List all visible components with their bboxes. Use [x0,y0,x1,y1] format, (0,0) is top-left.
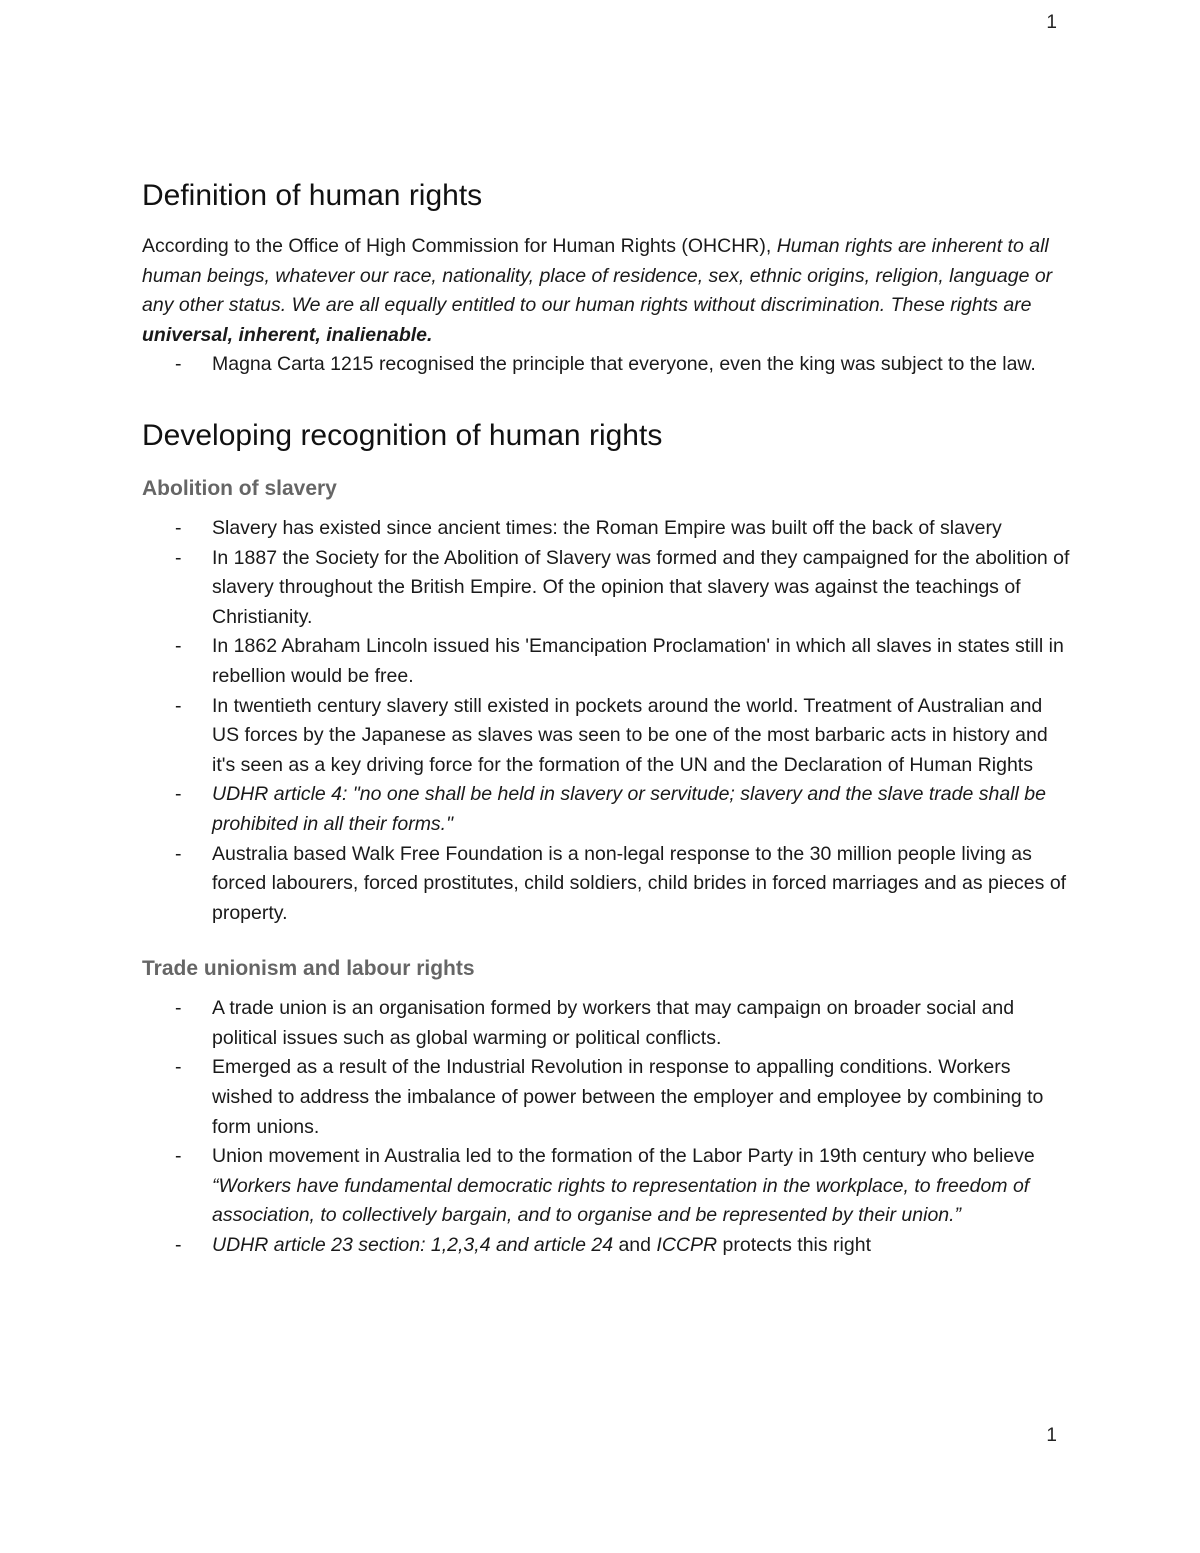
list-item-text-udhr: UDHR article 23 section: 1,2,3,4 and article 24 [212,1234,614,1257]
list-item-text: In twentieth century slavery still existed in pockets around the world. Treatment of Australian and US forces by the Japanese as slaves was seen to be one of the most barbaric acts in history and it's seen as a key driving force for the formation of the UN and the Declaration of Human Rights [212,694,1048,776]
list-item [142,994,1072,1053]
list-item [142,1053,1072,1142]
unions-list [142,994,1072,1260]
definition-intro-italic: Human rights are inherent to all human beings, whatever our race, nationality, place of residence, sex, ethnic origins, religion, language or any other status. We are all equally entitled to our human rights without discrimination. These rights are [142,235,1053,317]
list-item-text-plain: protects this right [717,1234,871,1257]
list-item-text: In 1862 Abraham Lincoln issued his 'Emancipation Proclamation' in which all slaves in states still in rebellion would be free. [212,635,1064,687]
list-item [142,350,1072,380]
slavery-list [142,514,1072,928]
definition-intro-plain: According to the Office of High Commission for Human Rights (OHCHR), [142,235,777,257]
list-item-text-iccpr: ICCPR [656,1234,718,1257]
bullet-dash: - [175,1234,182,1257]
subheading-unions: Trade unionism and labour rights [142,957,475,981]
bullet-dash: - [175,353,182,376]
bullet-dash: - [175,546,182,569]
bullet-dash: - [175,516,182,539]
page-number-bottom: 1 [1046,1425,1057,1446]
subheading-slavery: Abolition of slavery [142,476,337,500]
list-item-text: Slavery has existed since ancient times: the Roman Empire was built off the back of slavery [212,516,1002,539]
list-item [142,514,1072,544]
page-number-top: 1 [1046,12,1057,33]
list-item-text: Emerged as a result of the Industrial Revolution in response to appalling conditions. Workers wished to address the imbalance of power between the employer and employee by combining to form unions. [212,1056,1044,1138]
bullet-dash: - [175,783,182,806]
list-item [142,544,1072,633]
list-item-text-and: and [613,1234,657,1257]
bullet-dash: - [175,1056,182,1079]
list-item [142,1231,1072,1261]
bullet-dash: - [175,694,182,717]
list-item [142,780,1072,839]
document-body [142,176,1072,1261]
list-item [142,840,1072,929]
definition-intro-bold: universal, inherent, inalienable. [142,323,433,346]
list-item-text: A trade union is an organisation formed by workers that may campaign on broader social and political issues such as global warming or political conflicts. [212,997,1015,1049]
bullet-dash: - [175,997,182,1020]
bullet-dash: - [175,635,182,658]
list-item-text: Magna Carta 1215 recognised the principle that everyone, even the king was subject to the law. [212,353,1036,376]
list-item-text: In 1887 the Society for the Abolition of Slavery was formed and they campaigned for the abolition of slavery throughout the British Empire. Of the opinion that slavery was against the teachings of Christianity. [212,546,1070,628]
list-item-text: UDHR article 4: "no one shall be held in slavery or servitude; slavery and the slave trade shall be prohibited in all their forms." [212,783,1046,835]
bullet-dash: - [175,1145,182,1168]
list-item [142,1142,1072,1231]
list-item-text-quote: “Workers have fundamental democratic rights to representation in the workplace, to freedom of association, to collectively bargain, and to organise and be represented by their union.” [212,1174,1030,1227]
list-item-text: Australia based Walk Free Foundation is a non-legal response to the 30 million people living as forced labourers, forced prostitutes, child soldiers, child brides in forced marriages and as pieces of property. [212,842,1067,924]
list-item [142,632,1072,691]
list-item [142,692,1072,781]
definition-list [142,350,1072,380]
list-item-text-plain: Union movement in Australia led to the formation of the Labor Party in 19th century who believe [212,1145,1035,1168]
heading-developing: Developing recognition of human rights [142,418,663,452]
heading-definition: Definition of human rights [142,179,483,212]
bullet-dash: - [175,842,182,865]
definition-paragraph [142,232,1072,350]
